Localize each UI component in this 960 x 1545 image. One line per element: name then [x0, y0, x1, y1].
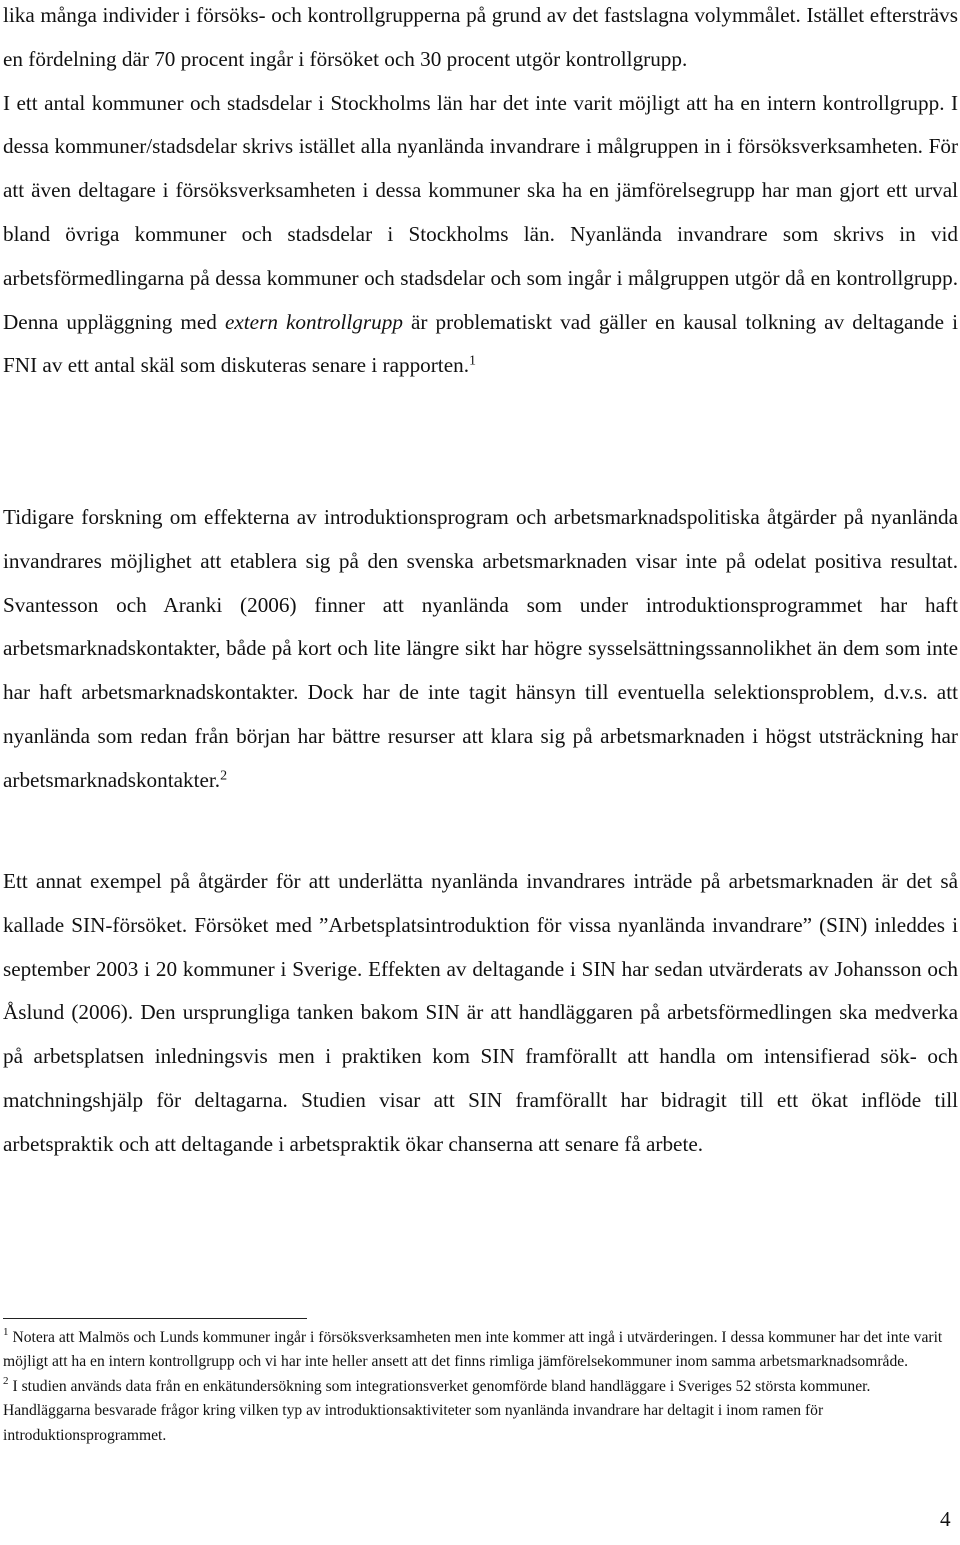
footnote-1-number: 1 [3, 1326, 9, 1339]
footnote-separator [3, 1318, 307, 1319]
paragraph-2-start: I ett antal kommuner och stadsdelar i Stockholms län har det inte varit möjligt att ha en intern kontrollgrupp. I dessa kommuner/stadsdelar skrivs istället alla nyanlända invandrare i målgruppen in i försöksverksamheten. För att även deltagare i försöksverksamheten i dessa kommuner ska ha en jämförelsegrupp har man gjort ett urval bland övriga kommuner och stadsdelar i Stockholms län. Nyanlända invandrare som skrivs in vid arbetsförmedlingarna på dessa kommuner och stadsdelar och som ingår i målgruppen utgör då en kontrollgrupp. Denna uppläggning med [3, 90, 958, 334]
footnote-1-text: Notera att Malmös och Lunds kommuner ingår i försöksverksamheten men inte kommer att ingå i utvärderingen. I dessa kommuner har det inte varit möjligt att ha en intern kontrollgrupp och vi har inte heller ansett att det finns rimliga jämförelsekommuner inom samma arbetsmarknadsområde. [3, 1329, 943, 1371]
page-number: 4 [940, 1507, 951, 1531]
paragraph-1: lika många individer i försöks- och kontrollgrupperna på grund av det fastslagna volymmålet. Istället eftersträvs en fördelning där 70 procent ingår i försöket och 30 procent utgör kontrollgrupp. [3, 3, 958, 71]
footnote-1 [3, 1326, 958, 1375]
body-paragraph-block-1 [3, 0, 958, 388]
paragraph-4-text: Ett annat exempel på åtgärder för att underlätta nyanlända invandrares inträde på arbetsmarknaden är det så kallade SIN-försöket. Försöket med ”Arbetsplatsintroduktion för vissa nyanlända invandrare” (SIN) inleddes i september 2003 i 20 kommuner i Sverige. Effekten av deltagande i SIN har sedan utvärderats av Johansson och Åslund (2006). Den ursprungliga tanken bakom SIN är att handläggaren på arbetsförmedlingen ska medverka på arbetsplatsen inledningsvis men i praktiken kom SIN framförallt att handla om intensifierad sök- och matchningshjälp för deltagarna. Studien visar att SIN framförallt har bidragit till ett ökat inflöde till arbetspraktik och att deltagande i arbetspraktik ökar chanserna att senare få arbete. [3, 869, 958, 1156]
footnote-2-number: 2 [3, 1375, 9, 1388]
paragraph-4 [3, 860, 958, 1167]
paragraph-2-end: är problematiskt vad gäller en kausal tolkning av deltagande i FNI av ett antal skäl som diskuteras senare i rapporten. [3, 309, 958, 378]
footnote-2 [3, 1375, 958, 1448]
italic-term: extern kontrollgrupp [224, 309, 403, 334]
paragraph-3 [3, 496, 958, 803]
footnotes-section [3, 1326, 958, 1448]
paragraph-3-text: Tidigare forskning om effekterna av introduktionsprogram och arbetsmarknadspolitiska åtgärder på nyanlända invandrares möjlighet att etablera sig på den svenska arbetsmarknaden visar inte på odelat positiva resultat. Svantesson och Aranki (2006) finner att nyanlända som under introduktionsprogrammet har haft arbetsmarknadskontakter, både på kort och lite längre sikt har högre sysselsättningssannolikhet än dem som inte har haft arbetsmarknadskontakter. Dock har de inte tagit hänsyn till eventuella selektionsproblem, d.v.s. att nyanlända som redan från början har bättre resurser att klara sig på arbetsmarknaden i högst utsträckning har arbetsmarknadskontakter. [3, 505, 958, 792]
footnote-2-text: I studien används data från en enkätundersökning som integrationsverket genomförde bland handläggare i Sveriges 52 största kommuner. Handläggarna besvarade frågor kring vilken typ av introduktionsaktiviteter som nyanlända invandrare har deltagit i inom ramen för introduktionsprogrammet. [3, 1377, 871, 1444]
footnote-reference-1[interactable]: 1 [469, 353, 476, 369]
footnote-reference-2[interactable]: 2 [220, 768, 228, 784]
